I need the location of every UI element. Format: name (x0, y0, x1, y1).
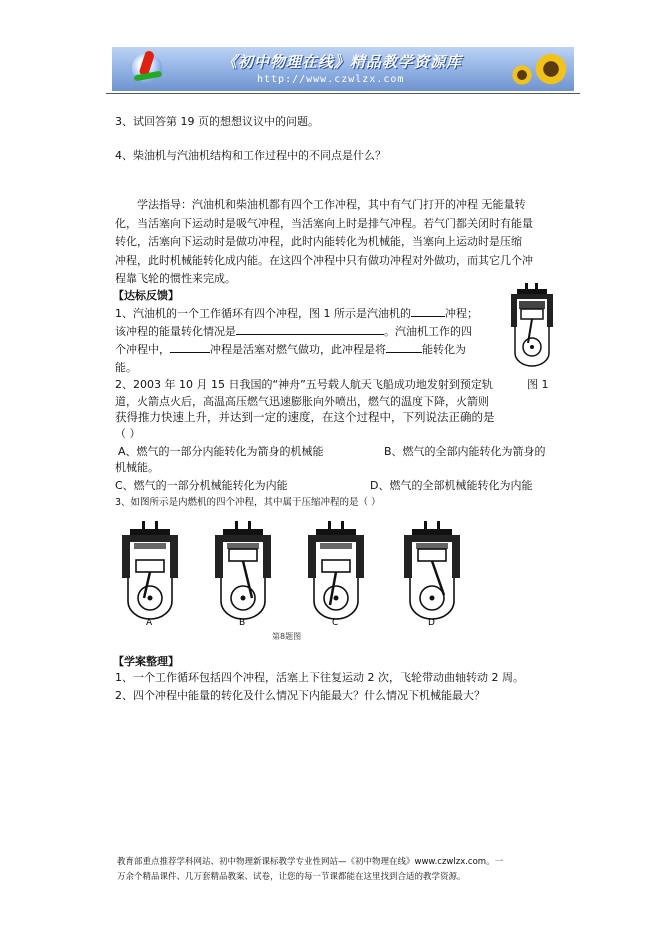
option-c: C、燃气的一部分机械能转化为内能 (115, 479, 288, 492)
guidance-line: 程靠飞轮的惯性来完成。 (115, 272, 236, 285)
answer-blank[interactable] (386, 341, 422, 353)
engine-strokes-figure (110, 515, 470, 645)
text: 。汽油机工作的四 (384, 325, 472, 338)
question-3: 3、试回答第 19 页的想想议议中的问题。 (115, 115, 319, 128)
text: 能转化为 (422, 343, 466, 356)
engine-label-d: D (428, 618, 435, 628)
engine-label-b: B (239, 618, 246, 628)
feedback-q1-line1 (115, 304, 478, 323)
banner-title: 《初中物理在线》精品教学资源库 (222, 53, 463, 71)
text: 冲程是活塞对燃气做功，此冲程是将 (210, 343, 386, 356)
summary-line-2: 2、四个冲程中能量的转化及什么情况下内能最大？什么情况下机械能最大？ (115, 689, 485, 702)
text: 1、汽油机的一个工作循环有四个冲程，图 1 所示是汽油机的 (115, 307, 411, 320)
figure-1-label: 图 1 (527, 378, 549, 391)
guidance-line: 学法指导：汽油机和柴油机都有四个工作冲程，其中有气门打开的冲程 无能量转 (137, 198, 526, 211)
option-b: B、燃气的全部内能转化为箭身的 (384, 445, 546, 458)
text: 冲程； (445, 307, 478, 320)
engine-c (308, 521, 364, 619)
option-d: D、燃气的全部机械能转化为内能 (370, 479, 533, 492)
feedback-q2-line3: 获得推力快速上升，并达到一定的速度，在这个过程中，下列说法正确的是 (115, 410, 495, 424)
engine-label-a: A (146, 618, 153, 628)
figure-1-engine (507, 283, 557, 369)
section-heading-summary: 【学案整理】 (113, 655, 179, 668)
guidance-line: 化，当活塞向下运动时是吸气冲程，当活塞向上时是排气冲程。若气门都关闭时有能量 (115, 216, 533, 230)
engine-a (122, 521, 178, 619)
feedback-q2-line1: 2、2003 年 10 月 15 日我国的“神舟”五号载人航天飞船成功地发射到预定轨 (115, 378, 493, 391)
feedback-q2-line4: （ ） (115, 427, 141, 440)
header-banner (112, 47, 574, 91)
engine-d (404, 521, 460, 619)
header-divider (106, 93, 580, 94)
answer-blank[interactable] (236, 323, 384, 335)
text: 个冲程中， (115, 343, 170, 356)
engine-b (215, 521, 271, 619)
option-a: A、燃气的一部分内能转化为箭身的机械能 (118, 445, 324, 458)
feedback-q2-line2: 道，火箭点火后，高温高压燃气迅速膨胀向外喷出，燃气的温度下降，火箭则 (115, 395, 489, 408)
answer-blank[interactable] (411, 305, 445, 317)
summary-line-1: 1、一个工作循环包括四个冲程，活塞上下往复运动 2 次，飞轮带动曲轴转动 2 周。 (115, 671, 524, 684)
sunflower-icon (510, 63, 534, 87)
figure-caption: 第8题图 (272, 632, 302, 641)
question-4: 4、柴油机与汽油机结构和工作过程中的不同点是什么？ (115, 149, 386, 162)
feedback-q1-line4: 能。 (115, 361, 137, 374)
sunflower-icon (532, 50, 570, 88)
feedback-q1-line2 (115, 322, 472, 341)
guidance-line: 冲程，此时机械能转化成内能。在这四个冲程中只有做功冲程对外做功，而其它几个冲 (115, 253, 533, 267)
footer-line-1: 教育部重点推荐学科网站、初中物理新课标教学专业性网站—《初中物理在线》www.czwlzx.com。一 (117, 857, 504, 867)
guidance-line: 转化，活塞向下运动时是做功冲程，此时内能转化为机械能，当塞向上运动时是压缩 (115, 235, 522, 248)
option-b-continued: 机械能。 (115, 461, 159, 474)
engine-label-c: C (332, 618, 339, 628)
footer-line-2: 万余个精品课件、几万套精品教案、试卷，让您的每一节课都能在这里找到合适的教学资源。 (117, 872, 466, 882)
banner-url[interactable]: http://www.czwlzx.com (257, 74, 405, 85)
feedback-q3: 3、如图所示是内燃机的四个冲程，其中属于压缩冲程的是（ ） (115, 497, 381, 508)
study-guidance (115, 196, 555, 289)
feedback-q1-line3 (115, 340, 466, 359)
answer-blank[interactable] (170, 341, 210, 353)
section-heading-feedback: 【达标反馈】 (113, 289, 179, 302)
text: 该冲程的能量转化情况是 (115, 325, 236, 338)
